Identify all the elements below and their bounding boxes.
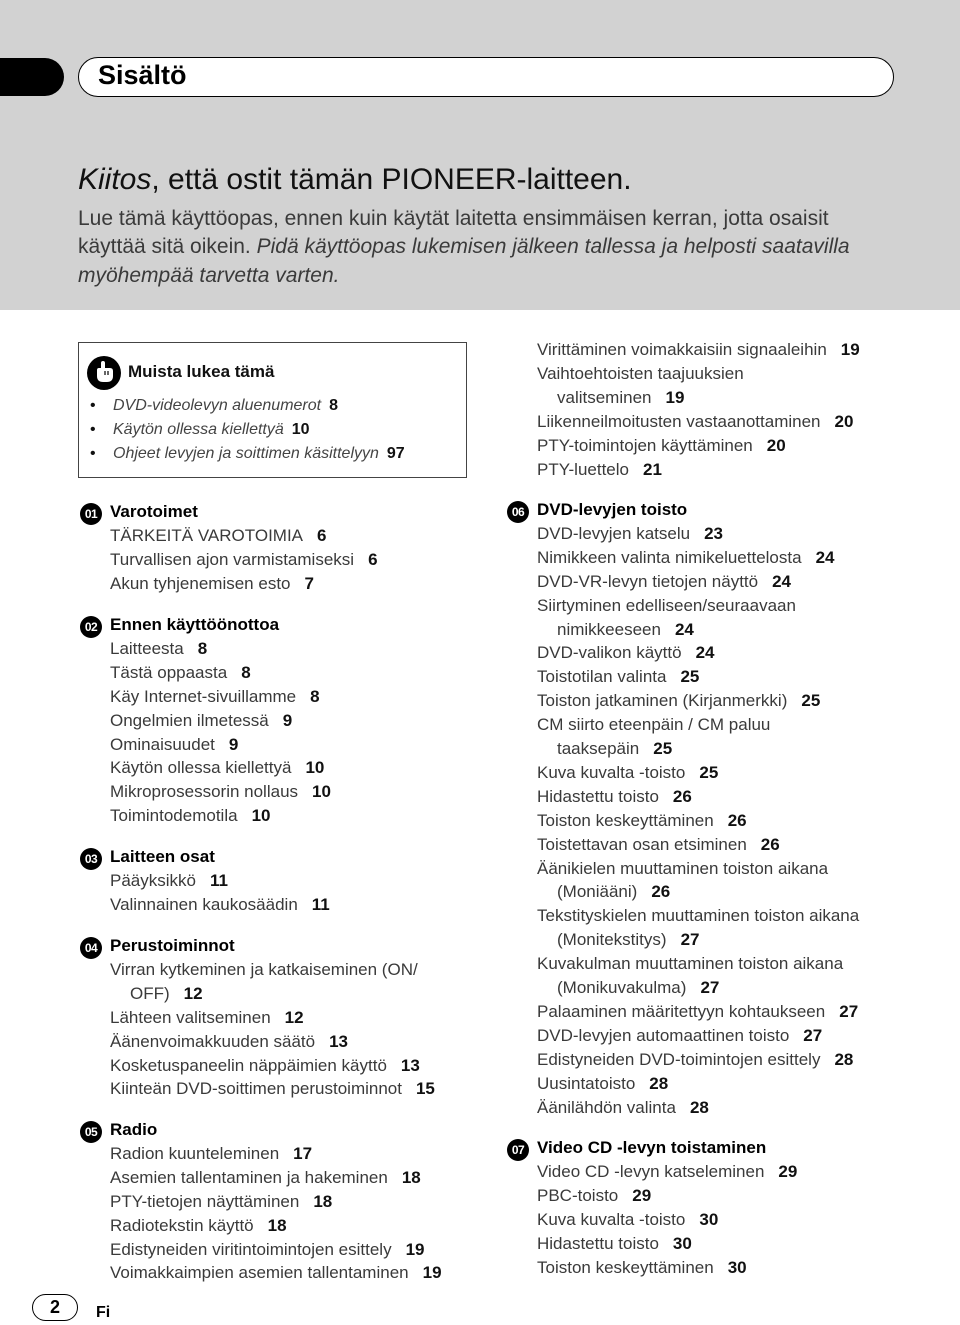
- toc-entry-text: PTY-toimintojen käyttäminen: [537, 435, 753, 455]
- toc-entry-text: (Monitekstitys): [557, 930, 667, 950]
- toc-entry-page: 24: [815, 547, 835, 567]
- toc-entry-page: 29: [778, 1161, 798, 1181]
- toc-entry-text: Nimikkeen valinta nimikeluettelosta: [537, 547, 802, 567]
- toc-entry-page: 24: [772, 571, 792, 591]
- toc-entry: [537, 763, 718, 783]
- toc-entry: [537, 835, 780, 855]
- toc-entry-text: Mikroprosessorin nollaus: [110, 782, 299, 802]
- toc-entry: [110, 687, 320, 707]
- toc-entry-text: (Moniääni): [557, 882, 638, 902]
- toc-entry: [537, 524, 723, 544]
- toc-entry-text: Laitteesta: [110, 638, 184, 658]
- toc-entry-text: Tekstityskielen muuttaminen toiston aikana: [537, 906, 860, 926]
- toc-entry-text: Kuva kuvalta -toisto: [537, 1209, 686, 1229]
- toc-entry-text: DVD-levyjen katselu: [537, 523, 691, 543]
- toc-entry-text: Radion kuunteleminen: [110, 1143, 280, 1163]
- toc-entry-text: valitseminen: [557, 387, 652, 407]
- section-title: Ennen käyttöönottoa: [110, 615, 280, 634]
- toc-entry-text: CM siirto eteenpäin / CM paluu: [537, 715, 771, 735]
- toc-entry-page: 12: [284, 1007, 304, 1027]
- remember-item-text: Ohjeet levyjen ja soittimen käsittelyyn: [113, 445, 379, 462]
- intro-line-2: [78, 235, 850, 259]
- toc-entry: [110, 1240, 425, 1260]
- toc-entry: [537, 906, 859, 926]
- toc-entry-text: Pääyksikkö: [110, 870, 196, 890]
- toc-entry-page: 30: [699, 1209, 719, 1229]
- toc-entry-text: Ominaisuudet: [110, 734, 215, 754]
- toc-entry-page: 9: [282, 710, 293, 730]
- toc-entry-page: 24: [695, 643, 715, 663]
- section-title: Varotoimet: [110, 502, 198, 521]
- toc-entry-text: Tästä oppaasta: [110, 662, 228, 682]
- page-number: 2: [32, 1294, 78, 1321]
- toc-entry-page: 6: [368, 549, 378, 569]
- toc-entry: [537, 691, 820, 711]
- intro-line-1: Lue tämä käyttöopas, ennen kuin käytät laitetta ensimmäisen kerran, jotta osaisit: [78, 207, 829, 230]
- toc-entry-text: Käy Internet-sivuillamme: [110, 686, 297, 706]
- toc-entry-page: 27: [839, 1001, 859, 1021]
- toc-entry: [537, 643, 714, 663]
- toc-entry: [537, 548, 834, 568]
- toc-entry-page: 25: [801, 691, 821, 711]
- intro-heading-rest: , että ostit tämän PIONEER-laitteen.: [151, 163, 632, 196]
- toc-entry: [130, 984, 203, 1004]
- toc-entry-text: Vaihtoehtoisten taajuuksien: [537, 363, 744, 383]
- toc-entry-text: Virittäminen voimakkaisiin signaaleihin: [537, 340, 827, 359]
- toc-entry-page: 10: [251, 806, 271, 826]
- toc-entry: [537, 715, 770, 735]
- toc-entry-text: Edistyneiden viritintoimintojen esittely: [110, 1239, 392, 1259]
- toc-entry-page: 18: [401, 1167, 421, 1187]
- remember-item: [113, 397, 338, 415]
- intro-line-2-regular: käyttää sitä oikein.: [78, 235, 257, 258]
- toc-entry-text: DVD-levyjen automaattinen toisto: [537, 1025, 790, 1045]
- toc-entry: [537, 364, 744, 384]
- toc-entry-page: 19: [405, 1239, 425, 1259]
- toc-entry-text: Asemien tallentaminen ja hakeminen: [110, 1167, 388, 1187]
- toc-entry-page: 7: [304, 573, 314, 593]
- toc-entry-text: Toimintodemotila: [110, 806, 238, 826]
- toc-entry-text: DVD-valikon käyttö: [537, 643, 682, 663]
- toc-entry: [110, 1168, 421, 1188]
- toc-entry: [537, 1162, 797, 1182]
- remember-item-page: 10: [291, 421, 310, 438]
- toc-entry: [110, 711, 292, 731]
- intro-line-2-italic: Pidä käyttöopas lukemisen jälkeen tallessa ja helposti saatavilla: [256, 235, 850, 258]
- toc-entry: [110, 550, 378, 570]
- toc-entry-text: TÄRKEITÄ VAROTOIMIA: [110, 525, 304, 545]
- language-code: Fi: [96, 1304, 111, 1321]
- toc-entry: [110, 1263, 442, 1283]
- toc-entry: [110, 663, 251, 683]
- toc-entry-page: 8: [241, 662, 251, 682]
- toc-entry-text: Kosketuspaneelin näppäimien käyttö: [110, 1055, 387, 1075]
- toc-entry: [110, 806, 270, 826]
- toc-entry: [537, 1074, 668, 1094]
- toc-entry-page: 30: [672, 1233, 692, 1253]
- toc-entry-page: 19: [422, 1263, 442, 1283]
- toc-entry-text: DVD-VR-levyn tietojen näyttö: [537, 571, 759, 591]
- toc-entry-text: Hidastettu toisto: [537, 786, 659, 806]
- bullet-icon: •: [90, 445, 96, 462]
- toc-entry-page: 15: [415, 1079, 435, 1099]
- remember-item-text: DVD-videolevyn aluenumerot: [113, 397, 322, 414]
- toc-entry: [537, 1234, 692, 1254]
- toc-entry: [537, 811, 747, 831]
- toc-entry-text: (Monikuvakulma): [557, 978, 687, 997]
- toc-entry-text: Käytön ollessa kiellettyä: [110, 758, 292, 778]
- toc-entry-text: Kuvakulman muuttaminen toiston aikana: [537, 954, 844, 974]
- toc-entry-page: 8: [310, 686, 320, 706]
- toc-entry-page: 18: [313, 1191, 333, 1211]
- toc-entry-text: Kuva kuvalta -toisto: [537, 762, 686, 782]
- toc-entry-page: 10: [312, 782, 331, 802]
- toc-entry-text: taaksepäin: [557, 739, 640, 758]
- toc-entry: [537, 1210, 718, 1230]
- toc-entry-text: Palaaminen määritettyyn kohtaukseen: [537, 1001, 826, 1021]
- bullet-icon: •: [90, 421, 96, 438]
- toc-entry: [557, 978, 719, 998]
- toc-entry-page: 11: [311, 894, 330, 914]
- page-title: Sisältö: [98, 60, 187, 90]
- toc-entry-text: PBC-toisto: [537, 1185, 619, 1205]
- remember-item-text: Käytön ollessa kiellettyä: [113, 421, 284, 438]
- toc-entry: [537, 787, 692, 807]
- toc-entry-text: PTY-luettelo: [537, 459, 629, 479]
- bullet-icon: •: [90, 397, 96, 414]
- toc-entry: [110, 735, 238, 755]
- toc-entry: [537, 1258, 747, 1278]
- toc-entry: [110, 960, 418, 980]
- toc-entry-text: Edistyneiden DVD-toimintojen esittely: [537, 1049, 821, 1069]
- title-frame: [78, 57, 894, 97]
- remember-title: Muista lukea tämä: [128, 362, 275, 381]
- section-title: Laitteen osat: [110, 847, 215, 866]
- toc-entry-text: Toistotilan valinta: [537, 667, 667, 687]
- section-title: Radio: [110, 1120, 158, 1139]
- section-title: DVD-levyjen toisto: [537, 500, 688, 519]
- remember-item-page: 8: [329, 397, 339, 414]
- toc-entry-page: 10: [305, 758, 325, 778]
- toc-entry: [110, 782, 331, 802]
- toc-entry-page: 29: [632, 1185, 652, 1205]
- section-number-badge: 06: [507, 501, 529, 523]
- toc-entry-text: Toiston keskeyttäminen: [537, 810, 714, 830]
- toc-entry: [110, 1008, 304, 1028]
- toc-entry: [537, 596, 796, 616]
- remember-item: [113, 421, 310, 439]
- toc-entry: [110, 639, 207, 659]
- toc-entry-page: 27: [680, 930, 700, 950]
- toc-entry-text: Toiston jatkaminen (Kirjanmerkki): [537, 691, 788, 711]
- toc-entry-text: Voimakkaimpien asemien tallentaminen: [110, 1263, 409, 1283]
- toc-entry-text: Virran kytkeminen ja katkaiseminen (ON/: [110, 959, 418, 979]
- section-title: Video CD -levyn toistaminen: [537, 1138, 767, 1157]
- toc-entry-page: 26: [727, 810, 747, 830]
- toc-entry: [110, 1192, 332, 1212]
- chapter-tab: [0, 58, 64, 96]
- toc-entry-page: 24: [674, 619, 694, 639]
- intro-heading: [78, 163, 632, 197]
- toc-entry-page: 25: [680, 667, 700, 687]
- section-number-badge: 03: [80, 848, 102, 870]
- intro-heading-italic: Kiitos: [78, 163, 152, 196]
- toc-entry: [110, 574, 314, 594]
- toc-entry-page: 28: [834, 1049, 854, 1069]
- toc-entry-text: Toistettavan osan etsiminen: [537, 834, 747, 854]
- toc-entry: [537, 460, 662, 480]
- toc-entry: [557, 882, 670, 902]
- toc-entry: [537, 1002, 858, 1022]
- toc-entry-text: Äänenvoimakkuuden säätö: [110, 1031, 316, 1051]
- toc-entry-page: 8: [197, 638, 208, 658]
- section-title: Perustoiminnot: [110, 936, 235, 955]
- toc-entry: [537, 1186, 651, 1206]
- toc-entry: [537, 1098, 709, 1118]
- toc-entry: [537, 1026, 822, 1046]
- toc-entry-page: 25: [699, 762, 719, 782]
- toc-entry: [110, 1032, 348, 1052]
- toc-entry-page: 12: [183, 983, 203, 1003]
- toc-entry-page: 19: [665, 387, 685, 407]
- toc-entry-page: 20: [766, 435, 786, 455]
- toc-entry-text: Liikenneilmoitusten vastaanottaminen: [537, 411, 821, 431]
- toc-entry: [110, 895, 330, 915]
- toc-entry-text: Siirtyminen edelliseen/seuraavaan: [537, 595, 796, 615]
- toc-entry-page: 9: [228, 734, 239, 754]
- toc-entry-text: Valinnainen kaukosäädin: [110, 894, 298, 914]
- section-number-badge: 05: [80, 1121, 102, 1143]
- toc-entry: [110, 526, 326, 546]
- toc-entry-text: Uusintatoisto: [537, 1073, 636, 1093]
- toc-entry: [110, 1056, 420, 1076]
- toc-entry: [537, 859, 828, 879]
- toc-entry-page: 27: [803, 1025, 823, 1045]
- toc-entry: [537, 667, 699, 687]
- section-number-badge: 01: [80, 503, 102, 525]
- toc-entry: [537, 572, 791, 592]
- toc-entry-page: 18: [267, 1215, 287, 1235]
- toc-entry-page: 25: [653, 739, 673, 758]
- toc-entry: [537, 412, 853, 432]
- toc-entry-text: Äänikielen muuttaminen toiston aikana: [537, 858, 829, 878]
- section-number-badge: 04: [80, 937, 102, 959]
- toc-entry: [537, 954, 843, 974]
- toc-entry-page: 11: [209, 870, 228, 890]
- toc-entry-text: nimikkeeseen: [557, 619, 661, 639]
- toc-entry: [537, 1050, 853, 1070]
- toc-entry-page: 28: [649, 1073, 669, 1093]
- toc-entry-text: Turvallisen ajon varmistamiseksi: [110, 549, 355, 569]
- toc-entry-page: 23: [704, 523, 723, 543]
- toc-entry: [557, 620, 694, 640]
- intro-line-3: myöhempää tarvetta varten.: [78, 264, 340, 287]
- toc-entry-text: Kiinteän DVD-soittimen perustoiminnot: [110, 1079, 402, 1099]
- toc-entry-page: 28: [689, 1097, 709, 1117]
- toc-entry-text: Video CD -levyn katseleminen: [537, 1161, 765, 1181]
- hand-pointer-icon: [86, 355, 122, 391]
- toc-entry: [557, 388, 684, 408]
- toc-entry-text: Akun tyhjenemisen esto: [110, 573, 291, 593]
- toc-entry: [110, 871, 228, 891]
- toc-entry-text: Radiotekstin käyttö: [110, 1215, 254, 1235]
- toc-entry-page: 26: [651, 882, 671, 902]
- toc-entry-page: 30: [727, 1257, 747, 1277]
- toc-entry-page: 13: [329, 1031, 349, 1051]
- toc-entry-text: Ongelmien ilmetessä: [110, 710, 269, 730]
- toc-entry: [110, 1216, 287, 1236]
- toc-entry: [110, 1144, 312, 1164]
- toc-entry: [557, 930, 700, 950]
- toc-entry: [537, 436, 786, 456]
- remember-item-page: 97: [386, 445, 405, 462]
- toc-entry-text: Hidastettu toisto: [537, 1233, 659, 1253]
- section-number-badge: 02: [80, 616, 102, 638]
- toc-entry-page: 13: [400, 1055, 420, 1075]
- toc-entry-text: PTY-tietojen näyttäminen: [110, 1191, 300, 1211]
- toc-entry: [110, 758, 324, 778]
- toc-entry-page: 26: [760, 834, 780, 854]
- toc-entry: [557, 739, 672, 759]
- toc-entry: [537, 340, 860, 360]
- remember-item: [113, 445, 405, 463]
- section-number-badge: 07: [507, 1139, 529, 1161]
- toc-entry-page: 20: [834, 411, 854, 431]
- toc-entry-page: 26: [672, 786, 692, 806]
- toc-entry-text: Toiston keskeyttäminen: [537, 1257, 714, 1277]
- toc-entry-page: 19: [840, 340, 860, 359]
- toc-entry-page: 17: [293, 1143, 313, 1163]
- toc-entry-text: Äänilähdön valinta: [537, 1097, 676, 1117]
- toc-entry: [110, 1079, 435, 1099]
- toc-entry-text: OFF): [130, 983, 170, 1003]
- toc-entry-page: 21: [642, 459, 662, 479]
- toc-entry-page: 27: [700, 978, 720, 997]
- toc-entry-page: 6: [317, 525, 327, 545]
- toc-entry-text: Lähteen valitseminen: [110, 1007, 271, 1027]
